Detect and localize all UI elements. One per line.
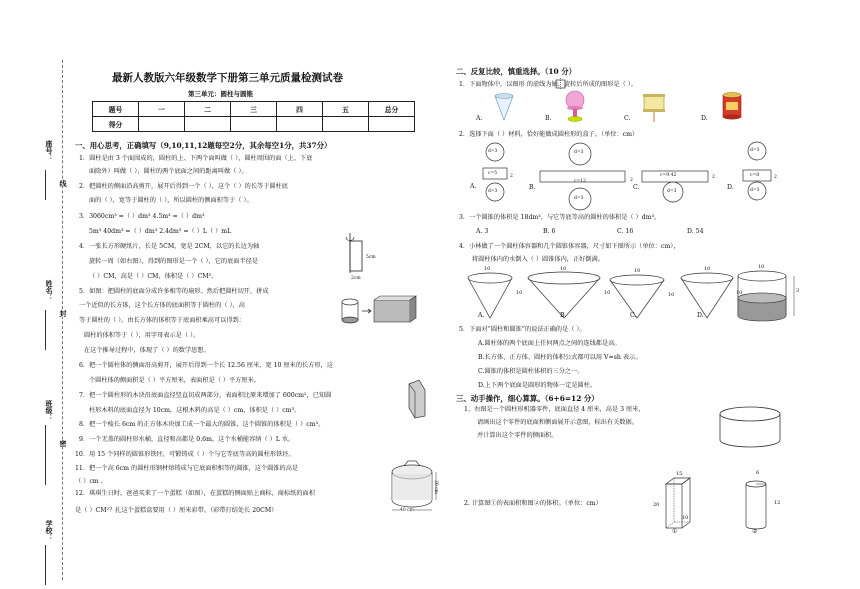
- score-cell: 一: [139, 102, 185, 117]
- choice-q5: 5．下面对“圆柱和圆锥”的说法正确的是（ ）。: [459, 326, 586, 333]
- op-q1-line3: 并计算出这个零件的侧面积。: [477, 432, 558, 439]
- machine-part-cylinder: [715, 404, 785, 454]
- question-line: 个圆柱体的侧面积是（ ）平方厘米，表面积是（ ）平方厘米。: [89, 377, 260, 384]
- page-subtitle: 第三单元：圆柱与圆锥: [188, 90, 253, 98]
- dim-40cm: 40 cm: [400, 508, 414, 513]
- question-line: 等于圆柱的（ ）。由长方体的体积等于底面积乘高可以得到：: [79, 317, 245, 324]
- seat-blank: [45, 170, 47, 200]
- dim-2cm: 2cm: [351, 276, 361, 281]
- q2d-d2: d=3: [750, 188, 760, 193]
- choice-q2: 2．选择下面（ ）材料，恰好能做成圆柱形的盒子。（单位：cm）: [459, 131, 639, 138]
- q2-material-b: [535, 141, 635, 211]
- score-table-row: [93, 102, 415, 117]
- q4-dim: 10: [516, 290, 523, 296]
- trophy-icon: [562, 90, 588, 124]
- fig1-number: ①: [672, 528, 678, 535]
- question-line: 9．一个无盖的圆柱形水桶，直径和高都是 0.6m，这个水桶能容纳（ ）L 水。: [79, 436, 295, 443]
- dim-30cm: 30 cm: [433, 480, 438, 494]
- choice-q1: 1．下面物体中，以图形 的虚线为轴，旋转后所成的图形是（ ）。: [459, 81, 638, 88]
- name-blank: [45, 310, 46, 350]
- q2b-h: 2: [630, 178, 633, 183]
- question-line: 一个近似的长方体，这个长方体的底面积等于圆柱的（ ），高: [79, 302, 245, 309]
- binding-mark-secret: 密: [59, 440, 68, 447]
- question-line: 3．3060cm³ =（ ）dm³ 4.5m³ =（ ）dm³: [79, 213, 205, 220]
- cylinder-cut-figure: [340, 296, 420, 326]
- q4-dim: 10: [668, 292, 675, 298]
- q2a-c: c=5: [488, 171, 498, 176]
- score-cell: 三: [231, 102, 277, 117]
- q3-option-b[interactable]: B. 6: [543, 228, 556, 235]
- q4-option-d[interactable]: D.: [697, 312, 704, 319]
- q2-option-c[interactable]: C.: [633, 184, 640, 191]
- q4-dim: 10: [736, 290, 743, 296]
- question-line: 旋转一周（如右图），得到的图形是一个（ ），它的底面半径是: [89, 258, 259, 265]
- binding-mark-seal: 封: [59, 310, 68, 317]
- question-line: 柱形木料的底面直径为 10cm，这根木料的高是（ ）cm，体积是（ ）cm³。: [89, 407, 301, 414]
- q2c-h: 2: [712, 175, 715, 180]
- q2d-h: 2: [774, 175, 777, 180]
- fig1-dim-top: 15: [676, 471, 683, 477]
- class-label: 班级：: [45, 400, 54, 421]
- section-1-heading: 一、用心思考，正确填写（9,10,11,12题每空2分，其余每空1分，共37分）: [75, 141, 332, 150]
- choice-q4-line1: 4．小林做了一个圆柱体容器和几个圆锥体容器，尺寸如下图所示（单位：cm），: [459, 243, 680, 250]
- tin-can-icon: [721, 91, 743, 121]
- score-input-cell[interactable]: [231, 117, 277, 132]
- q2d-c: c=8: [750, 173, 760, 178]
- question-line: 在这个推导过程中，体现了（ ）的数学思想。: [84, 347, 210, 354]
- q4-dim: 10: [704, 266, 711, 272]
- q5-option-c[interactable]: C.圆锥的体积是圆柱体积的三分之一。: [478, 368, 584, 375]
- q2d-d: d=3: [750, 148, 760, 153]
- score-cell: 二: [185, 102, 231, 117]
- question-line: 6．把一个圆柱体的侧面沿高剪开，展开后得到一个长 12.56 厘米，宽 10 厘米的长方形，这: [79, 362, 333, 369]
- q1-option-c[interactable]: C.: [624, 115, 631, 122]
- q5-option-a[interactable]: A.圆柱体的两个底面上任何两点之间的连线都是高。: [478, 340, 621, 347]
- question-line: （ ）CM，高是（ ）CM，体积是（ ）CM³。: [89, 273, 218, 280]
- score-table-row: [93, 117, 415, 132]
- fig2-number: ②: [752, 528, 758, 535]
- score-input-cell[interactable]: [323, 117, 369, 132]
- fig2-dim-diameter: 6: [756, 470, 760, 476]
- q2-option-a[interactable]: A.: [470, 183, 477, 190]
- q4-dim: 10: [758, 264, 765, 270]
- question-line: 11．把一个高 6cm 的圆柱形钢材熔铸成与它底面积相等的圆锥，这个圆锥的高是: [75, 465, 299, 472]
- score-cell: 题号: [93, 102, 139, 117]
- q1-option-b[interactable]: B.: [545, 115, 552, 122]
- score-cell: 总分: [369, 102, 415, 117]
- q2c-d: d=3: [667, 189, 677, 194]
- question-line: 2．把圆柱的侧面沿高剪开，展开后得到一个（ ），这个（ ）的长等于圆柱底: [79, 183, 288, 190]
- score-input-cell[interactable]: [139, 117, 185, 132]
- q4-option-c[interactable]: C.: [630, 312, 637, 319]
- score-input-cell[interactable]: [185, 117, 231, 132]
- op-q1-line2: 请画出这个零件的底面和侧面展开示意图，标出有关数据。: [477, 419, 638, 426]
- question-line: 面除外）叫做（ ），圆柱的两个底面之间的距离叫做（ ）。: [89, 168, 248, 175]
- question-line: 1．圆柱是由 3 个面围成的，圆柱的上、下两个面叫做（ ），圆柱周围的面（上、下底: [79, 155, 313, 162]
- cylinder-figure-2: [742, 478, 772, 534]
- op-q1-line1: 1、右图是一个圆柱形机器零件，底面直径 4 厘米，高是 3 厘米，: [464, 406, 645, 413]
- section-2-heading: 二、反复比较，慎重选择。（10 分）: [456, 67, 577, 76]
- fig2-dim-height: 12: [774, 500, 781, 506]
- ice-cream-cone-icon: [493, 92, 517, 122]
- class-blank: [45, 425, 46, 485]
- school-blank: [45, 545, 46, 585]
- score-cell: 四: [277, 102, 323, 117]
- binding-dashed-line: [62, 60, 63, 580]
- q2a-d2: d=3: [488, 189, 498, 194]
- dim-5cm: 5cm: [366, 255, 376, 260]
- q4-dim: 3: [796, 288, 800, 294]
- fig1-dim-width: 10: [682, 515, 689, 521]
- name-label: 姓名：: [45, 280, 54, 301]
- half-cylinder-figure: [405, 378, 429, 420]
- score-input-cell[interactable]: [277, 117, 323, 132]
- question-line: 4．一张长方形硬纸片，长是 5CM，宽是 2CM，以它的长边为轴: [79, 243, 260, 250]
- question-line: 10．用 15 个同样的圆锥形铁坯，可锻铸成（ ）个与它等底等高的圆柱形铁坯。: [75, 451, 295, 458]
- question-line: 圆柱的体积等于（ ），用字母表示是（ ）。: [84, 332, 200, 339]
- binding-mark-line: 线: [59, 180, 68, 187]
- score-table: [92, 101, 415, 132]
- q2b-c: c=12: [574, 179, 587, 184]
- q1-option-a[interactable]: A.: [476, 115, 483, 122]
- q3-option-c[interactable]: C. 16: [617, 228, 634, 235]
- q3-option-d[interactable]: D. 54: [687, 228, 704, 235]
- choice-q4-line2: 将圆柱体内的水倒入（ ）圆锥体内，正好倒满。: [472, 256, 604, 263]
- q1-axis-shape-icon: [555, 78, 567, 90]
- q2a-d: d=3: [488, 149, 498, 154]
- q5-option-d[interactable]: D.上下两个底面是圆形的物体一定是圆柱。: [478, 382, 597, 389]
- question-line: 7．把一个圆柱形的木块沿底面直径竖直切成两部分，表面积比原来增加了 600cm²，已知圆: [79, 392, 332, 399]
- q4-option-b[interactable]: B.: [560, 312, 567, 319]
- question-line: 12．琪琪生日时，爸爸买来了一个蛋糕（如图），在蛋糕的侧面贴上商标，商标纸的面积: [75, 490, 315, 497]
- q3-option-a[interactable]: A. 3: [476, 228, 489, 235]
- q4-option-a[interactable]: A.: [478, 312, 485, 319]
- question-line: 面的（ ），宽等于圆柱的（ ），所以圆柱的侧面积等于（ ）。: [89, 197, 253, 204]
- q2c-c: c=9.42: [660, 173, 677, 178]
- fig1-dim-height: 20: [653, 502, 660, 508]
- q4-dim: 10: [634, 268, 641, 274]
- question-line: 5m³ 40dm³ =（ ）dm³ 2.4dm³ =（ ）L（ ）mL: [89, 228, 232, 235]
- score-cell: 得分: [93, 117, 139, 132]
- page-title: 最新人教版六年级数学下册第三单元质量检测试卷: [112, 72, 343, 84]
- section-3-heading: 三、动手操作，细心算算。（6+6=12 分）: [456, 394, 599, 403]
- q1-option-d[interactable]: D.: [701, 115, 708, 122]
- q2b-d: d=3: [574, 150, 584, 155]
- question-line: 是（ ）CM²？扎这个蛋糕盒要用（ ）厘米彩带。（彩带打结处长 20CM）: [75, 507, 278, 514]
- q4-dim: 10: [560, 266, 567, 272]
- q4-dim: 10: [484, 266, 491, 272]
- question-line: 8．把一个棱长 6cm 的正方体木块加工成一个最大的圆锥，这个圆锥的体积是（ ）cm³。: [79, 421, 325, 428]
- seat-label: 座号：: [45, 140, 54, 161]
- school-label: 学校：: [45, 520, 54, 541]
- score-input-cell[interactable]: [369, 117, 415, 132]
- q4-containers-figure: [464, 268, 814, 324]
- cuboid-figure-1: [660, 476, 700, 536]
- q4-dim: 10: [604, 290, 611, 296]
- question-line: （ ）cm 。: [75, 478, 107, 485]
- q2-option-d[interactable]: D.: [727, 184, 734, 191]
- q2b-d2: d=3: [574, 196, 584, 201]
- op-q2: 2. 计算图①的表面积和图②的体积。（单位：cm）: [464, 500, 602, 507]
- q2-option-b[interactable]: B.: [529, 184, 536, 191]
- q2a-h: 2: [510, 174, 513, 179]
- lantern-icon: [641, 90, 667, 124]
- question-line: 5．如图：把圆柱的底面分成许多相等的扇形。然后把圆柱切开，拼成: [79, 288, 269, 295]
- score-cell: 五: [323, 102, 369, 117]
- choice-q3: 3．一个圆锥的体积是 18dm³，与它等底等高的圆柱的体积是（ ）dm³。: [459, 214, 661, 221]
- q5-option-b[interactable]: B.长方体、正方体、圆柱的体积公式都可以用 V=sh 表示。: [478, 354, 642, 361]
